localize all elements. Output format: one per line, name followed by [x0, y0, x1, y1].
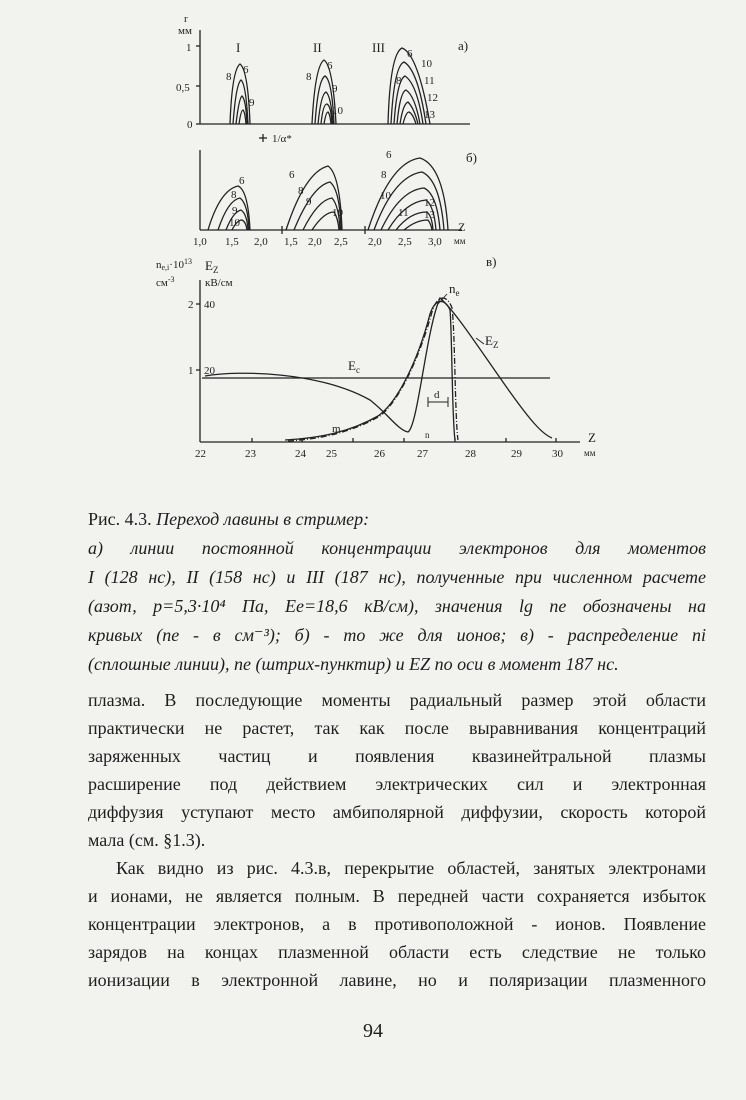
- caption-line: кривых (ne - в см⁻³); б) - то же для ионов; в) - распределение ni: [88, 625, 706, 645]
- panel-b-x-tick: 2,5: [334, 236, 348, 248]
- panel-c-y-left-unit: $см^{-3}$: [156, 275, 175, 289]
- panel-a-curve-label: 11: [424, 75, 435, 87]
- label-d: d: [434, 389, 440, 401]
- panel-b-curve: [404, 220, 432, 230]
- panel-a-curve-label: 10: [421, 58, 432, 70]
- panel-c-x-tick: 24: [295, 448, 306, 460]
- body-line: практически не растет, так как после выравнивания концентраций: [88, 718, 706, 738]
- body-line: концентрации электронов, а в противоположной - ионов. Появление: [88, 914, 706, 934]
- caption-heading: [88, 505, 706, 534]
- page-number: 94: [363, 1020, 383, 1042]
- panel-b-curve-label: 12: [424, 197, 435, 209]
- panel-c-y-left-tick: 2: [188, 299, 194, 311]
- panel-b-x-tick: 1,5: [225, 236, 239, 248]
- body-text: [88, 686, 706, 994]
- body-line: мала (см. §1.3).: [88, 830, 206, 850]
- label-ez: $E_Z$: [485, 333, 499, 350]
- figure-caption: [88, 505, 706, 679]
- label-n: n: [425, 430, 430, 440]
- panel-a-y-unit-mm: мм: [178, 25, 192, 37]
- panel-c-x-tick: 23: [245, 448, 256, 460]
- body-line: и ионами, не является полным. В передней части сохраняется избыток: [88, 886, 706, 906]
- panel-b-x-tick: 2,5: [398, 236, 412, 248]
- panel-b-curve-label: 8: [231, 189, 237, 201]
- panel-b-curve-label: 11: [398, 207, 409, 219]
- panel-b-curve-label: 8: [298, 185, 304, 197]
- panel-a-curve-label: 13: [424, 109, 435, 121]
- label-m: m: [332, 423, 341, 435]
- panel-a-group-roman: I: [236, 40, 241, 55]
- panel-a-x-label: 1/α*: [272, 133, 292, 145]
- panel-a-curve-label: 6: [243, 64, 249, 76]
- panel-b-curve-label: 6: [386, 149, 392, 161]
- panel-a-curve-label: 6: [407, 48, 413, 60]
- panel-c-y-right-tick: 40: [204, 299, 215, 311]
- panel-c-x-tick: 26: [374, 448, 385, 460]
- panel-a-curve-label: 9: [332, 83, 338, 95]
- label-ec: $E_c$: [348, 358, 360, 375]
- panel-c-label: в): [486, 254, 497, 269]
- caption-label: Рис. 4.3.: [88, 509, 152, 529]
- panel-b-label: б): [466, 150, 477, 165]
- caption-line: (азот, p=5,3·10⁴ Па, Ee=18,6 кВ/см), значения lg ne обозначены на: [88, 596, 706, 616]
- panel-a-curve-label: 8: [226, 71, 232, 83]
- panel-c-y-right-unit: кВ/см: [205, 277, 233, 289]
- panel-a-label: а): [458, 38, 469, 53]
- body-line: расширение под действием электрических сил и электронная: [88, 774, 706, 794]
- panel-b-x-tick: 1,0: [193, 236, 207, 248]
- body-line: ионизации в электронной лавине, но и поляризации плазменного: [88, 970, 706, 990]
- panel-b-x-tick: 2,0: [308, 236, 322, 248]
- panel-c-y-left-tick: 1: [188, 365, 194, 377]
- panel-c-y-right-tick: 20: [204, 365, 215, 377]
- body-line: заряженных частиц и появления квазинейтральной плазмы: [88, 746, 706, 766]
- panel-a-curve-label: 10: [332, 105, 343, 117]
- panel-c-x-label-mm: мм: [584, 448, 596, 458]
- panel-a-y-unit-r: r: [184, 13, 188, 25]
- panel-a-curve: [403, 112, 416, 124]
- panel-b-curve-label: 10: [380, 190, 391, 202]
- caption-line: I (128 нс), II (158 нс) и III (187 нс), полученные при численном расчете: [88, 567, 706, 587]
- panel-b-curve-label: 9: [232, 205, 238, 217]
- panel-a-curve: [239, 110, 246, 124]
- body-line: диффузия уступают место амбиполярной диффузии, скорость которой: [88, 802, 706, 822]
- panel-c-y-right-label: $E_Z$: [205, 258, 219, 275]
- panel-b-x-label-mm: мм: [454, 236, 466, 246]
- panel-a-curve-label: 8: [396, 75, 402, 87]
- panel-a-curve-label: 8: [306, 71, 312, 83]
- panel-a-y-tick: 0,5: [176, 82, 190, 94]
- panel-b-x-tick: 3,0: [428, 236, 442, 248]
- curve-ez: [205, 298, 552, 438]
- caption-line: (сплошные линии), ne (штрих-пунктир) и EZ по оси в момент 187 нс.: [88, 654, 619, 674]
- body-line: плазма. В последующие моменты радиальный размер этой области: [88, 690, 706, 710]
- curve-ne: [288, 298, 458, 441]
- panel-a-curve-label: 9: [249, 97, 255, 109]
- caption-line: а) линии постоянной концентрации электронов для моментов: [88, 538, 706, 558]
- panel-a-curve: [324, 112, 331, 124]
- panel-b-curve-label: 6: [289, 169, 295, 181]
- panel-c-x-label-z: Z: [588, 430, 596, 445]
- panel-a-group-roman: III: [372, 40, 385, 55]
- panel-b-curve-label: 10: [332, 207, 343, 219]
- panel-b-curve-label: 8: [381, 169, 387, 181]
- panel-c-x-tick: 29: [511, 448, 522, 460]
- panel-a-curve-label: 12: [427, 92, 438, 104]
- label-ne: $n_e$: [449, 281, 460, 298]
- body-line: зарядов на концах плазменной области есть следствие не только: [88, 942, 706, 962]
- panel-b-x-tick: 2,0: [254, 236, 268, 248]
- panel-b-curve-label: 10: [229, 217, 240, 229]
- panel-c-y-left-label: $ne,i\cdot 10^{13}$: [156, 257, 192, 272]
- panel-b-x-tick: 1,5: [284, 236, 298, 248]
- panel-a-y-tick: 1: [186, 42, 192, 54]
- figure-4-3: [0, 0, 746, 500]
- body-line: Как видно из рис. 4.3.в, перекрытие областей, занятых электронами: [116, 858, 706, 878]
- panel-c-x-tick: 25: [326, 448, 337, 460]
- panel-a-group-roman: II: [313, 40, 322, 55]
- panel-c-x-tick: 30: [552, 448, 563, 460]
- panel-c-x-tick: 22: [195, 448, 206, 460]
- panel-b-curve-label: 9: [306, 196, 312, 208]
- panel-c-x-tick: 28: [465, 448, 476, 460]
- panel-b-x-label-z: Z: [458, 220, 466, 234]
- panel-c-x-tick: 27: [417, 448, 428, 460]
- panel-a-curve-label: 6: [327, 60, 333, 72]
- panel-a-y-tick: 0: [187, 119, 193, 131]
- panel-b-curve-label: 13: [424, 209, 435, 221]
- panel-b-curve-label: 6: [239, 175, 245, 187]
- caption-title: Переход лавины в стример:: [156, 509, 370, 529]
- panel-b-x-tick: 2,0: [368, 236, 382, 248]
